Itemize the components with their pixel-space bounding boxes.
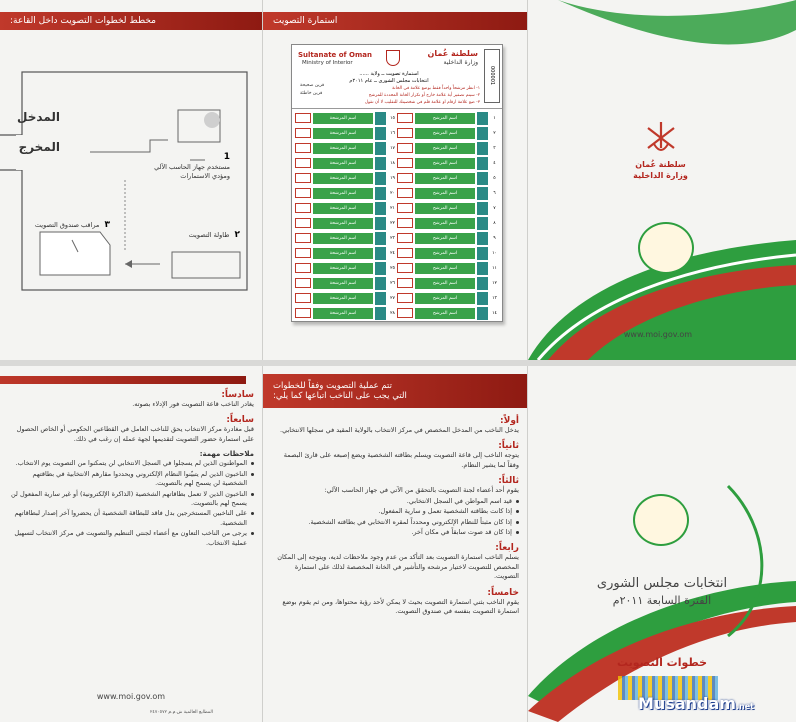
step-text: يسلم الناخب استمارة التصويت بعد التأكد من عدم وجود ملاحظات لديه، ويتوجه إلى المكان المخصص للتصويت لاختيار مرشحه والتأشير في الخانة المخصصة لذلك على استمارة التصويت. xyxy=(277,553,519,581)
candidate-name: اسم المرشحة xyxy=(313,293,373,304)
candidate-row xyxy=(295,306,499,321)
check-item xyxy=(271,518,519,527)
candidate-name: اسم المرشح xyxy=(415,293,475,304)
candidate-row xyxy=(295,276,499,291)
note-item xyxy=(8,459,254,468)
step-text: مراقب صندوق التصويت xyxy=(34,221,100,229)
candidate-number: ١٠ xyxy=(492,250,497,256)
step-text: يدخل الناخب من المدخل المخصص في مركز الانتخاب بالولاية المقيد في سجلها الانتخابي. xyxy=(280,426,519,434)
candidate-name: اسم المرشح xyxy=(415,308,475,319)
candidate-cell xyxy=(397,126,499,141)
decor-swoosh xyxy=(528,0,796,360)
candidate-cell xyxy=(295,291,397,306)
candidate-name: اسم المرشح xyxy=(415,173,475,184)
mark-legend: قرين خاطئة xyxy=(300,91,323,96)
ballot-header xyxy=(292,45,502,109)
check-list xyxy=(271,497,519,538)
candidate-number: ٢٥ xyxy=(390,265,395,271)
panel-title-cover xyxy=(528,366,796,722)
election-logo xyxy=(638,222,694,274)
candidate-photo-icon xyxy=(375,127,386,140)
candidate-cell xyxy=(295,156,397,171)
candidate-number: ٢ xyxy=(493,130,496,136)
note-item xyxy=(8,509,254,528)
bullet-icon xyxy=(251,493,254,496)
candidate-photo-icon xyxy=(477,232,488,245)
check-item xyxy=(271,528,519,537)
candidate-number: ٢١ xyxy=(390,205,395,211)
candidate-name: اسم المرشح xyxy=(415,248,475,259)
step-heading: ثالثاً: xyxy=(498,476,519,487)
website-url: www.moi.gov.om xyxy=(96,692,166,701)
candidate-photo-icon xyxy=(477,187,488,200)
candidate-photo-icon xyxy=(375,232,386,245)
step2-caption xyxy=(170,222,240,241)
election-period: الفترة السابعة ٢٠١١م xyxy=(612,594,712,607)
panel-header-band xyxy=(263,12,527,30)
candidate-name: اسم المرشحة xyxy=(313,173,373,184)
candidate-cell xyxy=(397,261,499,276)
candidate-row xyxy=(295,156,499,171)
check-item-text: إذا كانت بطاقته الشخصية تعمل و سارية المفعول. xyxy=(378,507,512,516)
candidate-photo-icon xyxy=(375,172,386,185)
candidate-photo-icon xyxy=(477,217,488,230)
panel-steps-continued xyxy=(8,376,254,548)
candidate-cell xyxy=(295,186,397,201)
website-url: www.moi.gov.om xyxy=(623,330,693,339)
vote-checkbox[interactable] xyxy=(295,308,311,318)
step-heading: رابعاً: xyxy=(495,543,519,554)
step-heading: خامساً: xyxy=(487,587,519,598)
candidate-cell xyxy=(397,276,499,291)
candidate-row xyxy=(295,261,499,276)
bullet-icon xyxy=(516,510,519,513)
step-text: يتوجه الناخب إلى قاعة التصويت ويسلم بطاقته الشخصية ويضع إصبعه على قارئ البصمة وفقاً لما يشير النظام. xyxy=(283,451,519,469)
vote-checkbox[interactable] xyxy=(397,158,413,168)
candidate-name: اسم المرشحة xyxy=(313,158,373,169)
panel-cover xyxy=(528,0,796,360)
candidate-photo-icon xyxy=(477,127,488,140)
candidate-photo-icon xyxy=(477,247,488,260)
vote-checkbox[interactable] xyxy=(295,158,311,168)
candidate-number: ١٤ xyxy=(492,310,497,316)
panel-header-band xyxy=(263,374,527,408)
vote-checkbox[interactable] xyxy=(397,173,413,183)
step-heading: أولاً: xyxy=(500,416,519,426)
vote-checkbox[interactable] xyxy=(295,218,311,228)
candidate-photo-icon xyxy=(375,217,386,230)
candidate-number: ٥ xyxy=(493,175,496,181)
vote-checkbox[interactable] xyxy=(397,248,413,258)
candidate-cell xyxy=(397,216,499,231)
check-item-text: إذا كان مثبتاً للنظام الإلكتروني ومحدداً لمقره الانتخابي في بطاقته الشخصية. xyxy=(308,517,512,526)
candidate-name: اسم المرشحة xyxy=(313,308,373,319)
candidate-photo-icon xyxy=(477,202,488,215)
candidate-cell xyxy=(295,261,397,276)
panel-header: استمارة التصويت xyxy=(273,16,338,26)
candidate-photo-icon xyxy=(375,157,386,170)
ballot-form xyxy=(291,44,503,322)
ballot-line: استمارة تصويت ــ ولاية ...... xyxy=(359,71,419,77)
vote-checkbox[interactable] xyxy=(295,113,311,123)
notes-list xyxy=(8,459,254,548)
ballot-ar-title: سلطنة عُمان xyxy=(427,49,478,58)
candidate-number: ٩ xyxy=(493,235,496,241)
vote-checkbox[interactable] xyxy=(295,143,311,153)
ballot-en-title: Sultanate of Oman xyxy=(298,51,372,59)
candidate-cell xyxy=(397,186,499,201)
watermark-suffix: .net xyxy=(735,702,754,711)
panel-ballot xyxy=(263,0,527,360)
ballot-instruction: ٢- سيتم تصفير أية علامة خارج أو تكرار الخانة المحددة للمرشح xyxy=(368,93,480,98)
brochure-outer-side xyxy=(0,0,796,360)
emblem-subtitle: وزارة الداخلية xyxy=(633,171,688,180)
step-number: 1 xyxy=(223,152,230,162)
candidate-name: اسم المرشحة xyxy=(313,128,373,139)
step1-caption xyxy=(150,144,230,182)
vote-checkbox[interactable] xyxy=(397,278,413,288)
step-heading: سابعاً: xyxy=(226,415,254,426)
candidate-number: ١٦ xyxy=(390,130,395,136)
step-heading: سادساً: xyxy=(221,390,254,400)
candidate-photo-icon xyxy=(375,202,386,215)
mark-legend: قرين صحيحة xyxy=(300,83,325,88)
bullet-icon xyxy=(251,532,254,535)
candidate-photo-icon xyxy=(375,187,386,200)
candidate-name: اسم المرشحة xyxy=(313,203,373,214)
candidate-name: اسم المرشحة xyxy=(313,113,373,124)
ballot-en-sub: Ministry of Interior xyxy=(302,60,353,66)
candidate-row xyxy=(295,216,499,231)
candidate-cell xyxy=(295,111,397,126)
step-text: ومؤدي الاستمارات xyxy=(180,172,230,181)
vote-checkbox[interactable] xyxy=(397,143,413,153)
candidate-number: ١١ xyxy=(492,265,497,271)
candidate-number: ١٢ xyxy=(492,280,497,286)
candidate-photo-icon xyxy=(477,307,488,320)
election-logo xyxy=(633,494,689,546)
vote-checkbox[interactable] xyxy=(397,218,413,228)
step-text: يغادر الناخب قاعة التصويت فور الإدلاء بصوته. xyxy=(132,400,254,408)
step-text: قبل مغادرة مركز الانتخاب يحق للناخب العامل في القطاعين الحكومي أو الخاص الحصول على استمارة حضور التصويت لتقديمها لجهة عمله إن رغب في ذلك. xyxy=(16,425,254,443)
bullet-icon xyxy=(516,521,519,524)
note-item-text: على الناخبين المستخرجين بدل فاقد للبطاقة الشخصية أن يحضروا آخر إصدار لبطاقاتهم الشخصية. xyxy=(14,509,247,527)
vote-checkbox[interactable] xyxy=(295,293,311,303)
candidate-number: ١٣ xyxy=(492,295,497,301)
vote-checkbox[interactable] xyxy=(295,173,311,183)
check-item xyxy=(271,497,519,506)
step-text: يقوم الناخب بثني استمارة التصويت بحيث لا يمكن لأحد رؤية محتواها، ومن ثم يقوم بوضع استمارة التصويت بنفسه في صندوق التصويت. xyxy=(282,597,519,616)
check-item-text: قيد اسم المواطن في السجل الانتخابي. xyxy=(406,496,512,505)
candidate-name: اسم المرشح xyxy=(415,203,475,214)
candidate-number: ٢٨ xyxy=(390,310,395,316)
bullet-icon xyxy=(251,473,254,476)
note-item xyxy=(8,470,254,489)
candidate-cell xyxy=(397,291,499,306)
brochure-inner-side xyxy=(0,366,796,722)
candidate-photo-icon xyxy=(375,292,386,305)
candidate-row xyxy=(295,186,499,201)
bullet-icon xyxy=(516,531,519,534)
candidate-row xyxy=(295,246,499,261)
candidate-name: اسم المرشحة xyxy=(313,233,373,244)
candidate-number: ٣ xyxy=(493,145,496,151)
candidate-row xyxy=(295,201,499,216)
note-item-text: المواطنون الذين لم يسجلوا في السجل الانتخابي لن يتمكنوا من التصويت يوم الانتخاب. xyxy=(15,459,247,468)
vote-checkbox[interactable] xyxy=(295,203,311,213)
printer-note: المطابع العالمية ش.م.م ٢٤٧٠٥٧٢ xyxy=(150,710,213,715)
candidate-table xyxy=(292,109,502,323)
step3-caption xyxy=(20,212,110,231)
ballot-ar-sub: وزارة الداخلية xyxy=(443,59,478,66)
candidate-cell xyxy=(397,306,499,321)
candidate-photo-icon xyxy=(477,172,488,185)
candidate-row xyxy=(295,141,499,156)
candidate-name: اسم المرشح xyxy=(415,158,475,169)
vote-checkbox[interactable] xyxy=(397,233,413,243)
step-number: ٢ xyxy=(234,230,240,240)
candidate-number: ١٥ xyxy=(390,115,395,121)
panel-steps xyxy=(263,366,527,722)
step-text: يقوم أحد أعضاء لجنة التصويت بالتحقق من الآتي في جهاز الحاسب الآلي: xyxy=(324,486,519,495)
candidate-cell xyxy=(397,171,499,186)
candidate-photo-icon xyxy=(375,247,386,260)
candidate-cell xyxy=(295,231,397,246)
candidate-cell xyxy=(397,156,499,171)
candidate-cell xyxy=(397,201,499,216)
ballot-instruction: ١- انظر مرشحاً واحداً فقط بوضع علامة في الخانة xyxy=(392,86,480,91)
candidate-photo-icon xyxy=(477,142,488,155)
candidate-photo-icon xyxy=(477,157,488,170)
candidate-number: ٢٧ xyxy=(390,295,395,301)
vote-checkbox[interactable] xyxy=(397,308,413,318)
candidate-row xyxy=(295,231,499,246)
candidate-name: اسم المرشحة xyxy=(313,218,373,229)
candidate-cell xyxy=(295,276,397,291)
candidate-photo-icon xyxy=(375,262,386,275)
vote-checkbox[interactable] xyxy=(295,188,311,198)
candidate-photo-icon xyxy=(477,277,488,290)
candidate-name: اسم المرشح xyxy=(415,233,475,244)
step-heading: ثانياً: xyxy=(498,441,519,452)
candidate-photo-icon xyxy=(375,307,386,320)
steps-title: خطوات التصويت xyxy=(616,656,708,669)
candidate-number: ١٨ xyxy=(390,160,395,166)
candidate-cell xyxy=(397,141,499,156)
candidate-number: ٢٠ xyxy=(390,190,395,196)
candidate-name: اسم المرشح xyxy=(415,113,475,124)
watermark-text xyxy=(638,694,754,713)
candidate-photo-icon xyxy=(375,142,386,155)
candidate-number: ٢٤ xyxy=(390,250,395,256)
candidate-number: ١٩ xyxy=(390,175,395,181)
vote-checkbox[interactable] xyxy=(397,263,413,273)
note-item xyxy=(8,529,254,548)
ballot-line: انتخابات مجلس الشورى ــ عام ٢٠١١م xyxy=(349,78,429,84)
vote-checkbox[interactable] xyxy=(295,248,311,258)
candidate-name: اسم المرشح xyxy=(415,218,475,229)
check-item-text: إذا كان قد صوت سابقاً في مكان آخر. xyxy=(411,527,512,536)
candidate-name: اسم المرشحة xyxy=(313,188,373,199)
vote-checkbox[interactable] xyxy=(397,188,413,198)
candidate-row xyxy=(295,291,499,306)
candidate-cell xyxy=(295,201,397,216)
candidate-photo-icon xyxy=(477,292,488,305)
entrance-label: المدخل xyxy=(17,110,60,124)
candidate-number: ٨ xyxy=(493,220,496,226)
vote-checkbox[interactable] xyxy=(397,128,413,138)
panel-header: مخطط لخطوات التصويت داخل القاعة: xyxy=(10,16,156,26)
candidate-number: ٢٢ xyxy=(390,220,395,226)
candidate-cell xyxy=(295,306,397,321)
step-text: مستخدم جهاز الحاسب الآلي xyxy=(154,163,230,171)
candidate-cell xyxy=(295,216,397,231)
oman-emblem-icon xyxy=(640,118,682,158)
vote-checkbox[interactable] xyxy=(397,113,413,123)
candidate-name: اسم المرشح xyxy=(415,128,475,139)
note-item-text: الناخبون الذين لا تعمل بطاقاتهم الشخصية (الذاكرة الإلكترونية) أو غير سارية المفعول لن يسمح لهم بالتصويت. xyxy=(10,489,247,507)
candidate-number: ١٧ xyxy=(390,145,395,151)
vote-checkbox[interactable] xyxy=(397,293,413,303)
candidate-cell xyxy=(397,231,499,246)
candidate-cell xyxy=(295,246,397,261)
khanjar-emblem-icon xyxy=(386,50,400,66)
bullet-icon xyxy=(251,462,254,465)
candidate-cell xyxy=(295,171,397,186)
notes-title: ملاحظات مهمة: xyxy=(199,450,254,459)
candidate-number: ٢٦ xyxy=(390,280,395,286)
candidate-name: اسم المرشحة xyxy=(313,278,373,289)
note-item xyxy=(8,490,254,509)
candidate-photo-icon xyxy=(375,277,386,290)
candidate-photo-icon xyxy=(477,262,488,275)
emblem-title: سلطنة عُمان xyxy=(635,160,686,169)
candidate-name: اسم المرشحة xyxy=(313,263,373,274)
ballot-instruction: ٣- ضع علامة ارقام او علامة قلم في شخصيتك للتقليب لا أن تقول xyxy=(364,100,480,105)
note-item-text: يرجى من الناخب التعاون مع أعضاء لجنتي التنظيم والتصويت في مركز الانتخاب لتسهيل عملية الانتخاب. xyxy=(14,529,247,547)
candidate-row xyxy=(295,126,499,141)
candidate-name: اسم المرشحة xyxy=(313,143,373,154)
vote-checkbox[interactable] xyxy=(397,203,413,213)
candidate-number: ٤ xyxy=(493,160,496,166)
candidate-cell xyxy=(397,111,499,126)
panel-header-band xyxy=(0,12,262,30)
bullet-icon xyxy=(251,512,254,515)
candidate-photo-icon xyxy=(477,112,488,125)
candidate-number: ٧ xyxy=(493,205,496,211)
candidate-number: ٢٣ xyxy=(390,235,395,241)
candidate-number: ١ xyxy=(493,115,496,121)
ballot-serial: 000001 xyxy=(484,49,500,103)
watermark-name: Musandam xyxy=(638,694,736,713)
vote-checkbox[interactable] xyxy=(295,263,311,273)
exit-label: المخرج xyxy=(18,140,60,154)
candidate-name: اسم المرشح xyxy=(415,143,475,154)
candidate-cell xyxy=(397,246,499,261)
candidate-name: اسم المرشح xyxy=(415,188,475,199)
panel-voting-layout xyxy=(0,0,262,360)
step-text: طاولة التصويت xyxy=(188,231,230,239)
vote-checkbox[interactable] xyxy=(295,128,311,138)
watermark-logo xyxy=(618,668,786,722)
candidate-name: اسم المرشح xyxy=(415,263,475,274)
note-item-text: الناخبون الذين لم يتبيّنوا النظام الإلكتروني ويحددوا مقارهم الانتخابية في بطاقتهم الشخصية لن يسمح لهم بالتصويت. xyxy=(32,469,247,488)
candidate-row xyxy=(295,171,499,186)
candidate-cell xyxy=(295,126,397,141)
candidate-number: ٦ xyxy=(493,190,496,196)
panel-header: تتم عملية التصويت وفقاً للخطوات xyxy=(273,381,392,391)
candidate-photo-icon xyxy=(375,112,386,125)
candidate-name: اسم المرشح xyxy=(415,278,475,289)
step-number: ٣ xyxy=(104,220,110,230)
vote-checkbox[interactable] xyxy=(295,278,311,288)
panel-header: التي يجب على الناخب اتباعها كما يلي: xyxy=(273,391,407,401)
hall-diagram xyxy=(0,40,262,340)
candidate-cell xyxy=(295,141,397,156)
check-item xyxy=(271,507,519,516)
candidate-name: اسم المرشحة xyxy=(313,248,373,259)
bullet-icon xyxy=(516,500,519,503)
candidate-row xyxy=(295,111,499,126)
panel-header-band xyxy=(0,376,246,384)
election-title: انتخابات مجلس الشورى xyxy=(596,576,728,591)
vote-checkbox[interactable] xyxy=(295,233,311,243)
